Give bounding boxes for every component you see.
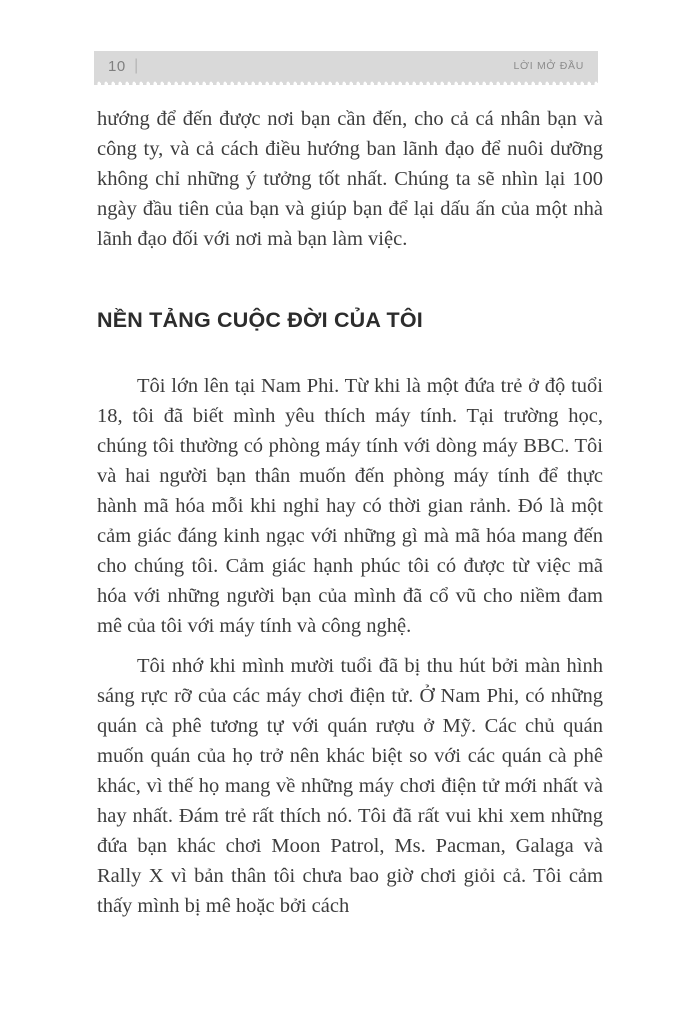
paragraph: Tôi lớn lên tại Nam Phi. Từ khi là một đứa trẻ ở độ tuổi 18, tôi đã biết mình yêu thích máy tính. Tại trường học, chúng tôi thường có phòng máy tính với dòng máy BBC. Tôi và hai người bạn thân muốn đến phòng máy tính để thực hành mã hóa mỗi khi nghỉ hay có thời gian rảnh. Đó là một cảm giác đáng kinh ngạc với những gì mà mã hóa mang đến cho chúng tôi. Cảm giác hạnh phúc tôi có được từ việc mã hóa với những người bạn của mình đã cổ vũ cho niềm đam mê của tôi với máy tính và công nghệ. bbox=[97, 375, 603, 637]
page-header-band bbox=[94, 51, 598, 81]
section-heading: NỀN TẢNG CUỘC ĐỜI CỦA TÔI bbox=[97, 308, 423, 332]
page-text-block bbox=[97, 104, 603, 921]
header-separator: | bbox=[134, 57, 138, 74]
page-header-left bbox=[108, 57, 138, 75]
paragraph: Tôi nhớ khi mình mười tuổi đã bị thu hút bởi màn hình sáng rực rỡ của các máy chơi điện tử. Ở Nam Phi, có những quán cà phê tương tự với quán rượu ở Mỹ. Các chủ quán muốn quán của họ trở nên khác biệt so với các quán cà phê khác, vì thế họ mang về những máy chơi điện tử mới nhất và hay nhất. Đám trẻ rất thích nó. Tôi đã rất vui khi xem những đứa bạn khác chơi Moon Patrol, Ms. Pacman, Galaga và Rally X vì bản thân tôi chưa bao giờ chơi giỏi cả. Tôi cảm thấy mình bị mê hoặc bởi cách bbox=[97, 655, 603, 917]
running-title: LỜI MỞ ĐẦU bbox=[513, 60, 584, 72]
page-number: 10 bbox=[108, 57, 126, 75]
header-band-zigzag-edge bbox=[94, 81, 598, 85]
paragraph-continuation: hướng để đến được nơi bạn cần đến, cho cả cá nhân bạn và công ty, và cả cách điều hướng ban lãnh đạo để nuôi dưỡng không chỉ những ý tưởng tốt nhất. Chúng ta sẽ nhìn lại 100 ngày đầu tiên của bạn và giúp bạn để lại dấu ấn của một nhà lãnh đạo đối với nơi mà bạn làm việc. bbox=[97, 108, 603, 250]
